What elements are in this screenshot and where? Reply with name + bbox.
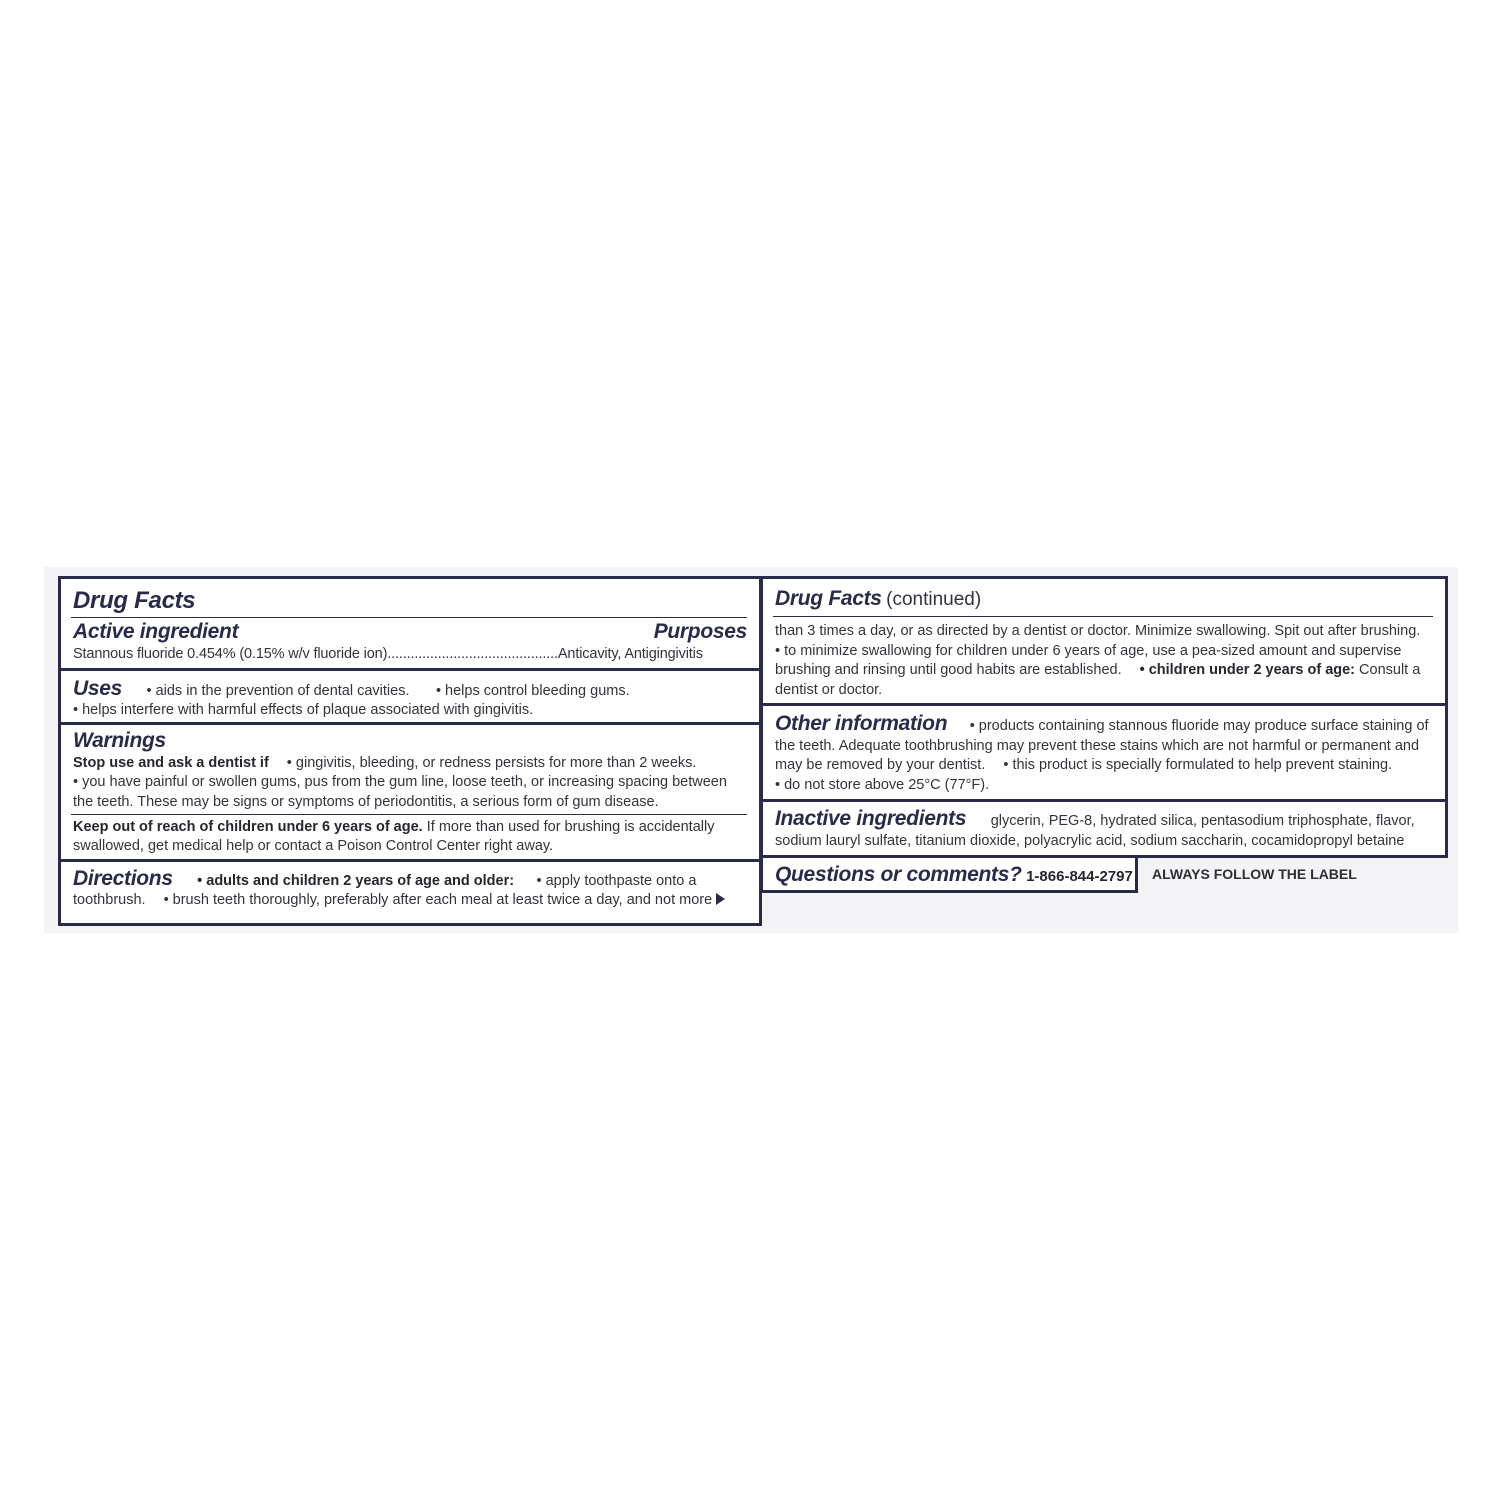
warnings-heading: Warnings: [73, 729, 166, 752]
directions-cont-line-3: [775, 661, 1433, 681]
keep-out-bold: Keep out of reach of children under 6 years of age.: [73, 819, 423, 835]
section-divider: [61, 859, 759, 862]
continue-arrow-icon: [716, 893, 725, 905]
other-info-line-3: [775, 756, 1433, 776]
other-info-line-3a: may be removed by your dentist.: [775, 757, 986, 773]
purposes-heading: Purposes: [653, 620, 747, 643]
section-divider: [763, 799, 1445, 802]
directions-cont-line-4: dentist or doctor.: [775, 682, 883, 698]
inactive-line-1: glycerin, PEG-8, hydrated silica, pentasodium triphosphate, flavor,: [990, 813, 1415, 829]
directions-line-2b: • brush teeth thoroughly, preferably after each meal at least twice a day, and not more: [163, 892, 713, 908]
warnings-line-3: the teeth. These may be signs or symptoms of periodontitis, a serious form of gum disease.: [73, 794, 659, 810]
directions-cont-line-3c: Consult a: [1355, 662, 1421, 678]
directions-cont-bold: • children under 2 years of age:: [1139, 662, 1356, 678]
active-ingredient-header-row: [73, 620, 747, 644]
questions-row: [775, 863, 1133, 887]
drug-facts-panel-right: [760, 576, 1448, 858]
active-ingredient-text: Stannous fluoride 0.454% (0.15% w/v fluoride ion)............................................Anticavity, Antigingivitis: [73, 646, 703, 662]
inactive-section: [775, 807, 1433, 832]
directions-line-2: [73, 891, 747, 911]
directions-section: [73, 867, 747, 892]
warnings-stop-line: [73, 754, 747, 774]
section-divider: [61, 668, 759, 671]
other-info-line-4: • do not store above 25°C (77°F).: [775, 777, 990, 793]
warnings-stop-bold: Stop use and ask a dentist if: [73, 755, 269, 771]
uses-heading: Uses: [73, 677, 123, 700]
questions-heading: Questions or comments?: [775, 863, 1022, 886]
uses-item-2: • helps control bleeding gums.: [435, 683, 630, 699]
other-info-section: [775, 712, 1433, 737]
warnings-stop-text: • gingivitis, bleeding, or redness persists for more than 2 weeks.: [286, 755, 697, 771]
directions-text-1: • apply toothpaste onto a: [536, 873, 697, 889]
keep-out-line-2: swallowed, get medical help or contact a Poison Control Center right away.: [73, 838, 554, 854]
other-info-line-1: • products containing stannous fluoride may produce surface staining of: [969, 718, 1429, 734]
section-divider: [61, 722, 759, 725]
other-info-line-3b: • this product is specially formulated to help prevent staining.: [1003, 757, 1393, 773]
inactive-heading: Inactive ingredients: [775, 807, 967, 830]
drug-facts-panel-left: [58, 576, 762, 926]
uses-item-3: • helps interfere with harmful effects of plaque associated with gingivitis.: [73, 702, 534, 718]
directions-bold: • adults and children 2 years of age and older:: [197, 873, 515, 889]
keep-out-line: [73, 818, 747, 838]
directions-line-2a: toothbrush.: [73, 892, 146, 908]
warnings-line-2: • you have painful or swollen gums, pus from the gum line, loose teeth, or increasing spacing between: [73, 774, 727, 790]
warnings-divider: [71, 814, 747, 815]
section-divider: [763, 703, 1445, 706]
other-info-heading: Other information: [775, 712, 948, 735]
directions-heading: Directions: [73, 867, 173, 890]
directions-cont-line-2: • to minimize swallowing for children under 6 years of age, use a pea-sized amount and supervise: [775, 643, 1402, 659]
directions-cont-line-1: than 3 times a day, or as directed by a dentist or doctor. Minimize swallowing. Spit out after brushing.: [775, 623, 1421, 639]
keep-out-text: If more than used for brushing is accidentally: [422, 819, 715, 835]
questions-box: [760, 855, 1138, 893]
uses-item-1: • aids in the prevention of dental cavities.: [146, 683, 410, 699]
active-ingredient-heading: Active ingredient: [73, 620, 239, 643]
other-info-line-2: the teeth. Adequate toothbrushing may prevent these stains which are not harmful or permanent and: [775, 738, 1420, 754]
directions-cont-line-3a: brushing and rinsing until good habits are established.: [775, 662, 1122, 678]
continued-title-row: [775, 587, 1433, 611]
continued-suffix: (continued): [886, 589, 982, 610]
always-follow-label: ALWAYS FOLLOW THE LABEL: [1152, 866, 1357, 882]
drug-facts-continued-title: Drug Facts: [775, 587, 882, 610]
uses-section: [73, 677, 747, 702]
phone-number: 1-866-844-2797: [1026, 868, 1133, 885]
drug-facts-title: Drug Facts: [73, 587, 196, 614]
title-divider: [773, 616, 1433, 617]
inactive-line-2: sodium lauryl sulfate, titanium dioxide, polyacrylic acid, sodium saccharin, cocamidopropyl betaine: [775, 833, 1405, 849]
title-divider: [71, 617, 747, 618]
